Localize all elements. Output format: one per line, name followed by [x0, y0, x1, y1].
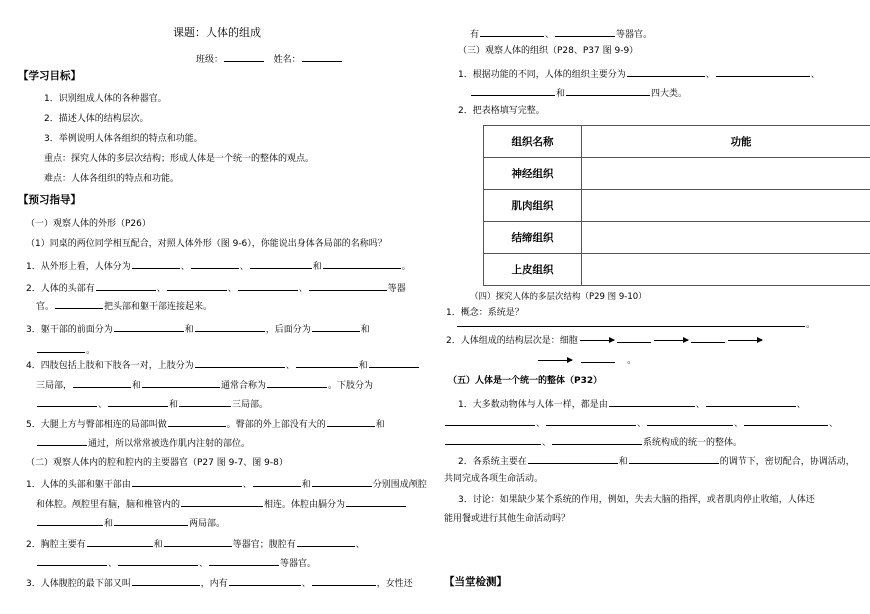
- p5-question-1-cont2: 、 系统构成的统一的整体。: [444, 435, 742, 449]
- question-4: 4．四肢包括上肢和下肢各一对，上肢分为 、 和: [26, 358, 420, 372]
- p5-question-1: 1．大多数动物体与人体一样，都是由 、 、: [458, 397, 806, 411]
- check-heading: 【当堂检测】: [444, 576, 507, 588]
- question-2-cont: 官。 把头部和躯干部连接起来。: [36, 299, 212, 313]
- p4-question-1: 1．概念：系统是？: [446, 308, 524, 318]
- student-info: 班级： 姓名：: [196, 52, 343, 66]
- tissue-name: 结缔组织: [484, 222, 582, 254]
- p4-question-2: 2．人体组成的结构层次是：细胞: [446, 333, 764, 347]
- p4-answer-line: 。: [456, 317, 815, 331]
- preview-heading: 【预习指导】: [18, 194, 81, 206]
- objectives-heading: 【学习目标】: [18, 70, 81, 82]
- question-3: 3．躯干部的前面分为 和 ，后面分为 和: [26, 322, 370, 336]
- p4-question-2-cont: 。: [536, 353, 636, 367]
- objective-2: 2．描述人体的结构层次。: [44, 114, 149, 124]
- question-5-cont: 通过，所以常常被选作肌内注射的部位。: [36, 436, 250, 450]
- table-header-function: 功能: [582, 126, 870, 158]
- table-row: [484, 222, 870, 254]
- p5-question-1-cont: 、 、 、 、: [444, 416, 838, 430]
- part1-title: （一）观察人体的外形（P26）: [26, 219, 151, 229]
- p2-question-1-cont: 和体腔。颅腔里有脑，脑和椎管内的 相连。体腔由膈分为: [36, 497, 407, 511]
- tissue-table: [483, 125, 870, 286]
- p5-question-2-cont: 共同完成各项生命活动。: [444, 474, 544, 484]
- difficulty: 难点：人体各组织的特点和功能。: [44, 174, 180, 184]
- table-row: [484, 254, 870, 286]
- objective-3: 3．举例说明人体各组织的特点和功能。: [44, 134, 203, 144]
- question-2: 2．人体的头部有 、 、 、 等器: [26, 281, 406, 295]
- p5-question-3-cont: 能用餐或进行其他生命活动吗？: [444, 514, 571, 524]
- part4-title: （四）探究人体的多层次结构（P29 图 9-10）: [470, 292, 647, 302]
- question-4-cont: 三局部， 和 通常合称为 。下肢分为: [36, 378, 373, 392]
- tissue-function-cell[interactable]: [582, 222, 870, 254]
- tissue-function-cell[interactable]: [582, 158, 870, 190]
- part2-title: （二）观察人体内的腔和腔内的主要器官（P27 图 9-7、图 9-8）: [26, 458, 288, 468]
- arrow-icon: [538, 360, 572, 361]
- key-point: 重点：探究人体的多层次结构；形成人体是一个统一的整体的观点。: [44, 154, 315, 164]
- question-5: 5．大腿上方与臀部相连的局部叫做 。臀部的外上部没有大的 和: [26, 417, 385, 431]
- p2-question-3-cont: 有 、 等器官。: [470, 27, 652, 41]
- part3-title: （三）观察人体的组织（P28、P37 图 9-9）: [458, 46, 639, 56]
- question-4-cont2: 、 和 三局部。: [36, 397, 268, 411]
- page-title: 课题：人体的组成: [173, 26, 261, 39]
- p3-question-1-cont: 和 四大类。: [470, 86, 687, 100]
- name-blank[interactable]: [302, 52, 342, 62]
- p2-question-2-cont: 、 、 等器官。: [36, 556, 316, 570]
- p5-question-3: 3．讨论：如果缺少某个系统的作用，例如，失去大脑的指挥，或者肌肉停止收缩，人体还: [458, 495, 815, 505]
- part1-intro: （1）同桌的两位同学相互配合，对照人体外形（图 9-6），你能说出身体各局部的名称吗？: [26, 239, 387, 249]
- arrow-icon: [654, 340, 688, 341]
- p5-question-2: 2．各系统主要在 和 的调节下，密切配合，协调活动，: [458, 454, 855, 468]
- class-blank[interactable]: [224, 52, 264, 62]
- p2-question-2: 2．胸腔主要有 和 等器官；腹腔有 、: [26, 537, 365, 551]
- tissue-function-cell[interactable]: [582, 254, 870, 286]
- tissue-name: 神经组织: [484, 158, 582, 190]
- table-header-name: 组织名称: [484, 126, 582, 158]
- objective-1: 1．识别组成人体的各种器官。: [44, 94, 167, 104]
- arrow-icon: [580, 340, 614, 341]
- arrow-icon: [728, 340, 762, 341]
- p2-question-1: 1．人体的头部和躯干部由 、 和 分别围成颅腔: [26, 477, 427, 491]
- table-row: [484, 190, 870, 222]
- question-3-cont: 。: [36, 343, 95, 357]
- tissue-function-cell[interactable]: [582, 190, 870, 222]
- tissue-name: 肌肉组织: [484, 190, 582, 222]
- table-row: [484, 158, 870, 190]
- p2-question-1-cont2: 和 两局部。: [36, 516, 225, 530]
- part5-title: （五）人体是一个统一的整体（P32）: [448, 376, 603, 386]
- p2-question-3: 3．人体腹腔的最下部又叫 ，内有 、 ，女性还: [26, 576, 413, 590]
- p3-question-2: 2．把表格填写完整。: [458, 106, 545, 116]
- tissue-name: 上皮组织: [484, 254, 582, 286]
- table-header-row: [484, 126, 870, 158]
- p3-question-1: 1．根据功能的不同，人体的组织主要分为 、 、: [458, 67, 820, 81]
- question-1: 1．从外形上看，人体分为 、 、 和 。: [26, 259, 411, 273]
